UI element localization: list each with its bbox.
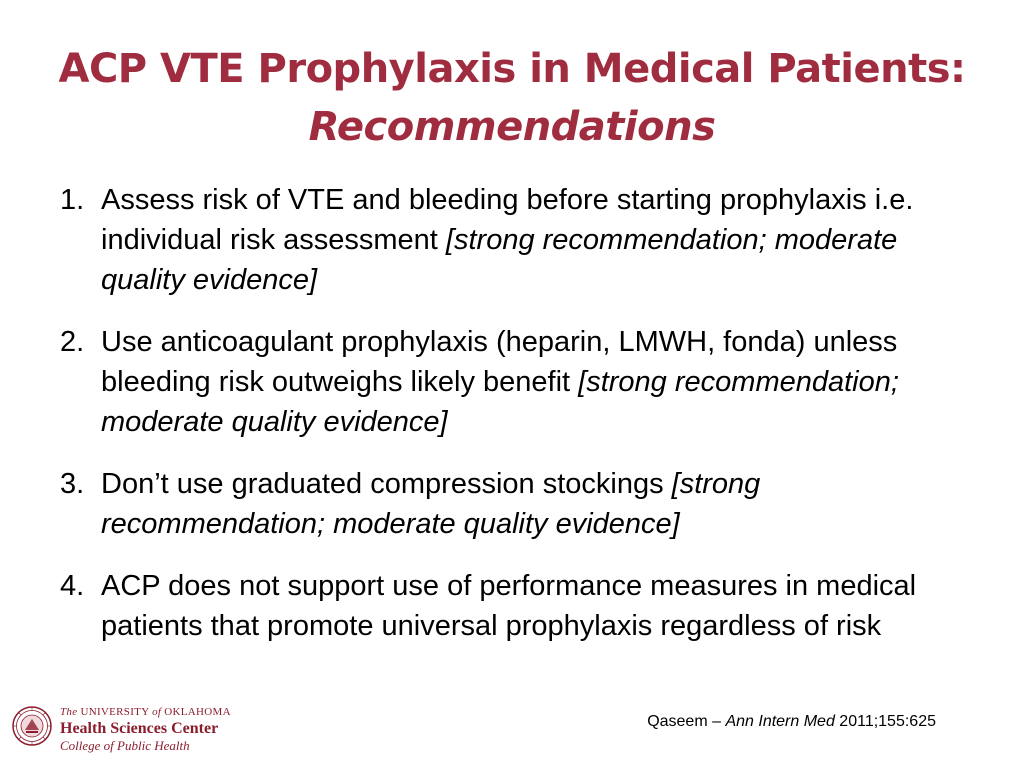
item-evidence-note: [strong recommendation; moderate quality evidence]: [101, 224, 898, 296]
logo-wordmark: [60, 706, 231, 753]
item-text: Assess risk of VTE and bleeding before starting prophylaxis i.e. individual risk assessment: [101, 184, 914, 256]
slide-title: [0, 40, 1024, 156]
item-number: 1.: [60, 184, 85, 216]
item-text: Don’t use graduated compression stockings: [101, 468, 672, 500]
logo-line-1: The UNIVERSITY of OKLAHOMA: [60, 706, 231, 718]
citation-author: Qaseem –: [647, 713, 726, 730]
list-item: [60, 566, 960, 646]
citation-ref: 2011;155:625: [834, 713, 936, 730]
item-evidence-note: [strong recommendation; moderate quality evidence]: [101, 366, 899, 438]
university-seal-icon: [12, 706, 52, 746]
item-text: Use anticoagulant prophylaxis (heparin, LMWH, fonda) unless bleeding risk outweighs likely benefit: [101, 326, 898, 398]
recommendation-list: [60, 180, 960, 668]
logo-line-2: Health Sciences Center: [60, 720, 219, 737]
item-number: 3.: [60, 468, 85, 500]
item-text: ACP does not support use of performance measures in medical patients that promote universal prophylaxis regardless of risk: [101, 570, 917, 642]
item-evidence-note: [strong recommendation; moderate quality evidence]: [101, 468, 761, 540]
citation-journal: Ann Intern Med: [725, 713, 835, 730]
item-number: 2.: [60, 326, 85, 358]
logo-line-3: College of Public Health: [60, 738, 190, 753]
list-item: [60, 180, 960, 300]
citation: [647, 712, 936, 732]
title-line-1: ACP VTE Prophylaxis in Medical Patients:: [58, 46, 966, 92]
list-item: [60, 464, 960, 544]
title-line-2: Recommendations: [308, 104, 716, 150]
university-logo: [12, 704, 232, 760]
item-number: 4.: [60, 570, 85, 602]
list-item: [60, 322, 960, 442]
